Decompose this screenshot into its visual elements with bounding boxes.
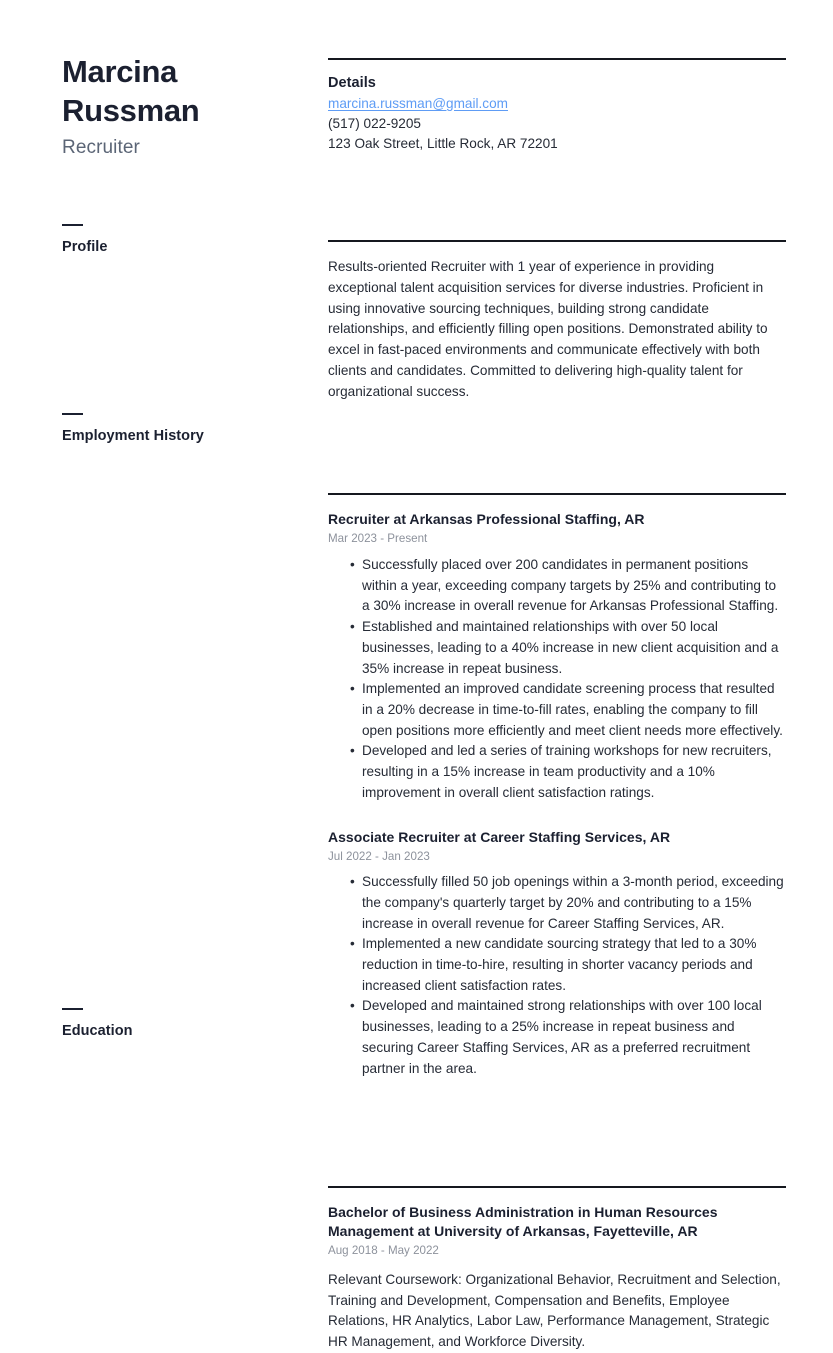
profile-text: Results-oriented Recruiter with 1 year of experience in providing exceptional talent acquisition services for diverse industries. Proficient in using innovative sourcing techniques, building strong candidate relationships, and efficiently filling open positions. Demonstrated ability to excel in fast-paced environments and communicate effectively with both clients and candidates. Committed to delivering high-quality talent for organizational success. [328,258,768,399]
dash-icon [62,224,83,226]
degree-title: Bachelor of Business Administration in Human Resources Management at University of Arkansas, Fayetteville, AR [328,1204,718,1240]
profile-section [328,240,786,403]
last-name: Russman [62,93,200,129]
education-entry [328,1203,786,1353]
list-item: • Successfully filled 50 job openings within a 3-month period, exceeding the company's quarterly target by 20% and contributing to a 15% increase in overall revenue for Career Staffing Services, AR. [351,872,786,934]
candidate-job-title: Recruiter [62,137,140,159]
employment-body [328,495,786,1079]
coursework-text: Relevant Coursework: Organizational Behavior, Recruitment and Selection, Training and Development, Compensation and Benefits, Employee Relations, HR Analytics, Labor Law, Performance Management, Strategic HR Management, and Workforce Diversity. [328,1271,781,1350]
candidate-name [62,52,310,130]
sidebar-label-profile: Profile [62,238,108,255]
email-link[interactable]: marcina.russman@gmail.com [328,96,508,111]
content-column [328,52,786,1353]
job-date: Mar 2023 - Present [328,532,428,546]
details-phone: (517) 022-9205 [328,115,421,131]
degree-date: Aug 2018 - May 2022 [328,1244,439,1258]
employment-entry [328,510,786,803]
profile-body [328,242,786,403]
job-title: Associate Recruiter at Career Staffing Services, AR [328,828,671,845]
details-body [328,60,786,154]
dash-icon [62,1008,83,1010]
dash-icon [62,413,83,415]
employment-section [328,493,786,1079]
job-bullet-list [328,872,786,1079]
list-item: • Implemented an improved candidate screening process that resulted in a 20% decrease in time-to-fill rates, enabling the company to fill open positions more efficiently and meet client needs more effectively. [351,679,786,741]
education-body [328,1188,786,1353]
list-item: • Developed and led a series of training workshops for new recruiters, resulting in a 15% increase in team productivity and a 10% improvement in overall client satisfaction ratings. [351,741,786,803]
list-item: • Developed and maintained strong relationships with over 100 local businesses, leading to a 25% increase in repeat business and securing Career Staffing Services, AR as a preferred recruitment partner in the area. [351,996,786,1079]
list-item: • Successfully placed over 200 candidates in permanent positions within a year, exceeding company targets by 25% and contributing to a 30% increase in overall revenue for Arkansas Professional Staffing. [351,555,786,617]
details-heading: Details [328,75,376,91]
first-name: Marcina [62,54,178,89]
list-item: • Established and maintained relationships with over 50 local businesses, leading to a 40% increase in new client acquisition and a 35% increase in repeat business. [351,617,786,679]
sidebar-column [62,52,328,1353]
sidebar-section-education [62,1008,310,1040]
details-section [328,58,786,154]
list-item: • Implemented a new candidate sourcing strategy that led to a 30% reduction in time-to-hire, resulting in shorter vacancy periods and increased client satisfaction rates. [351,934,786,996]
job-date: Jul 2022 - Jan 2023 [328,849,430,863]
sidebar-section-employment [62,413,310,445]
details-email-row [328,94,786,114]
employment-entry [328,828,786,1080]
sidebar-label-employment: Employment History [62,428,204,445]
job-bullet-list [328,555,786,804]
details-address: 123 Oak Street, Little Rock, AR 72201 [328,135,558,151]
sidebar-section-profile [62,224,310,256]
education-section [328,1186,786,1353]
sidebar-label-education: Education [62,1022,133,1039]
job-title: Recruiter at Arkansas Professional Staffing, AR [328,511,645,528]
